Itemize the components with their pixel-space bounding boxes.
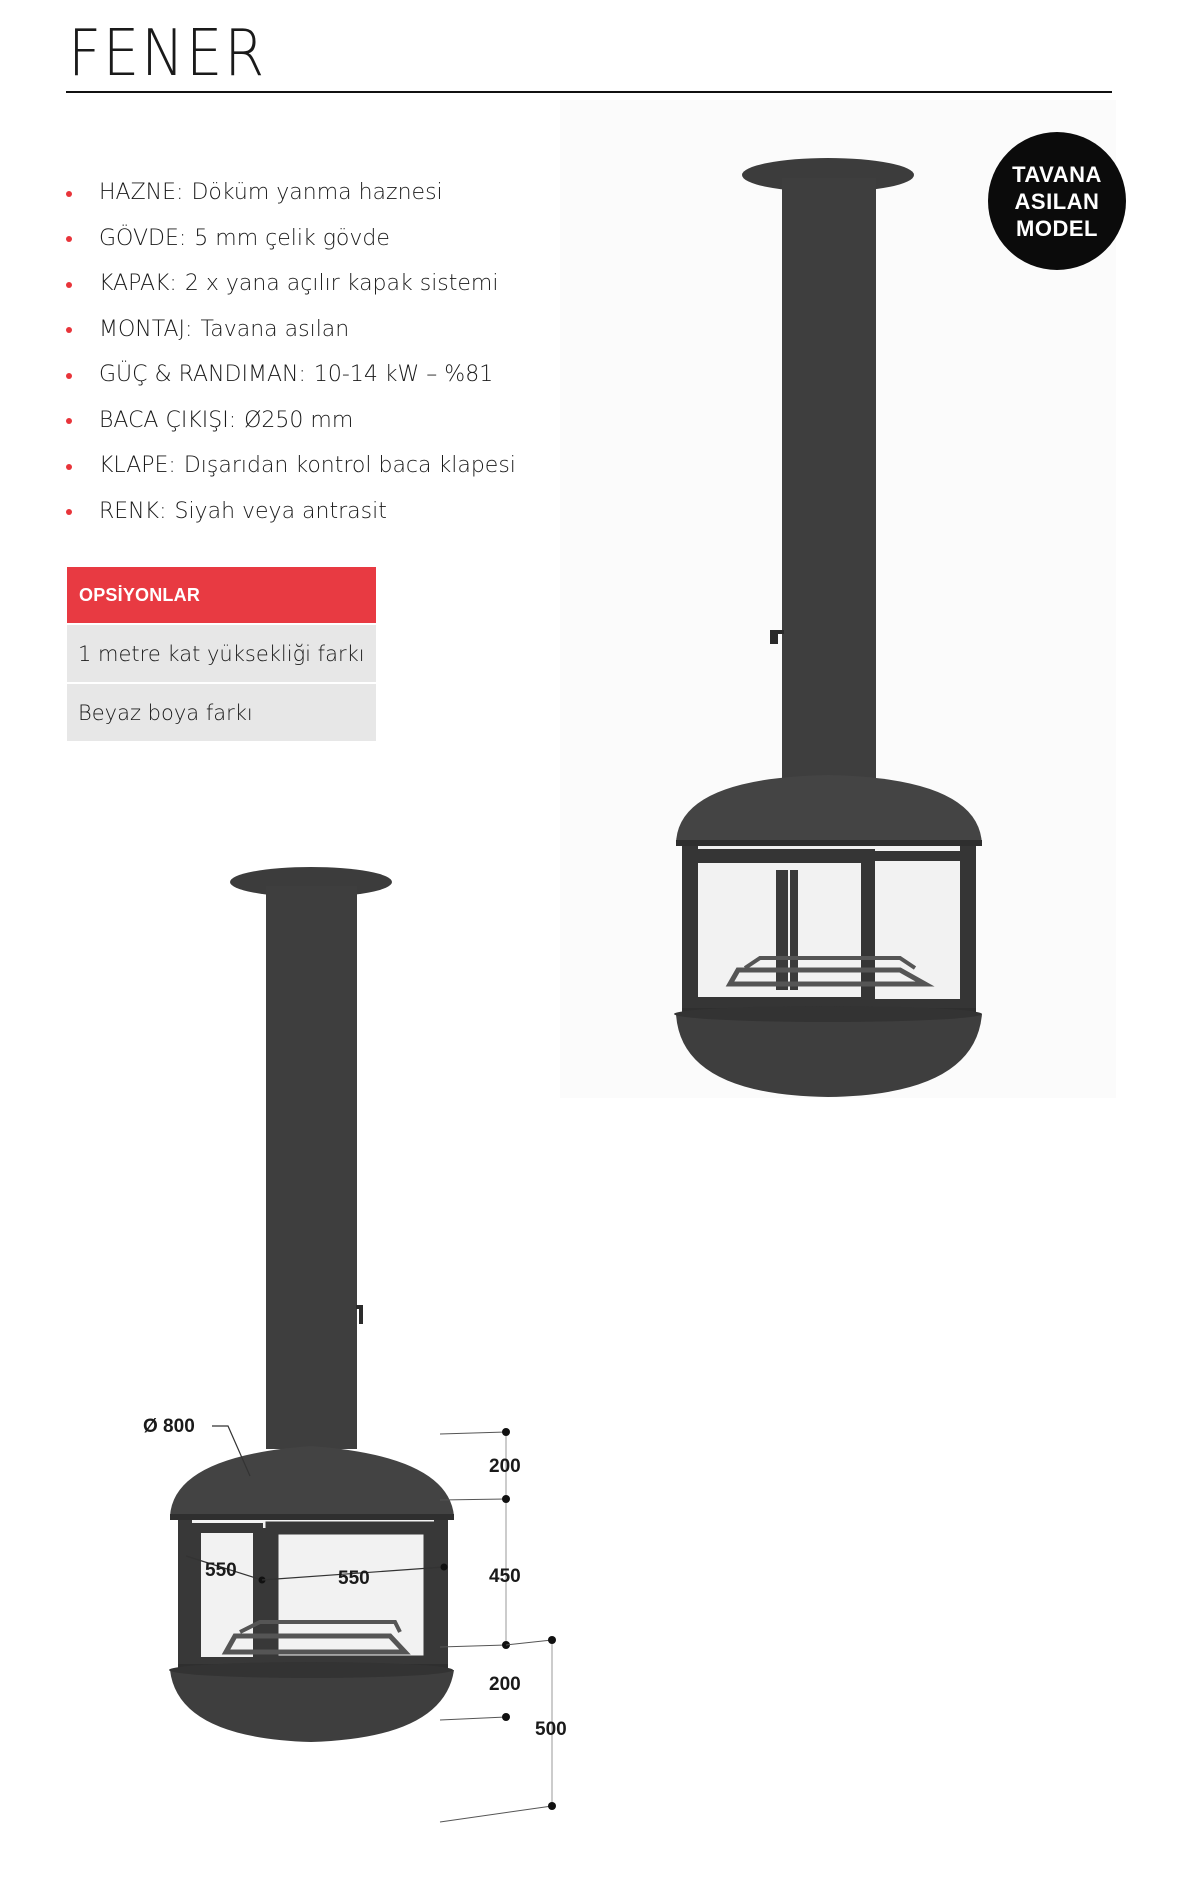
stove-photo	[674, 158, 982, 1097]
spec-value: Tavana asılan	[200, 316, 350, 342]
spec-value: 10-14 kW – %81	[313, 362, 494, 388]
spec-value: Döküm yanma haznesi	[191, 180, 443, 206]
spec-value: 2 x yana açılır kapak sistemi	[184, 271, 499, 297]
spec-label: GÜÇ & RANDIMAN:	[99, 362, 306, 388]
spec-label: GÖVDE:	[99, 225, 187, 251]
spec-label: BACA ÇIKIŞI:	[99, 407, 237, 433]
badge-line: MODEL	[1016, 215, 1098, 241]
options-header: OPSİYONLAR	[67, 567, 376, 623]
width-left-label: 550	[205, 1560, 237, 1581]
stove-technical-drawing	[143, 867, 567, 1822]
height-top-label: 200	[489, 1456, 521, 1477]
height-mid-label: 450	[489, 1566, 521, 1587]
spec-label: MONTAJ:	[99, 316, 193, 342]
spec-value: Dışarıdan kontrol baca klapesi	[183, 453, 516, 479]
spec-label: HAZNE:	[99, 180, 184, 206]
model-badge	[988, 132, 1126, 270]
height-total-label: 500	[535, 1719, 567, 1740]
spec-value: Siyah veya antrasit	[174, 498, 387, 524]
width-front-label: 550	[338, 1568, 370, 1589]
badge-line: ASILAN	[1014, 188, 1100, 214]
option-row: 1 metre kat yüksekliği farkı	[67, 623, 376, 682]
height-bottom-label: 200	[489, 1674, 521, 1695]
spec-value: 5 mm çelik gövde	[194, 225, 390, 251]
spec-label: RENK:	[99, 498, 167, 524]
spec-value: Ø250 mm	[244, 407, 354, 433]
page-title: FENER	[68, 17, 267, 91]
spec-label: KLAPE:	[99, 453, 176, 479]
badge-line: TAVANA	[1012, 161, 1102, 187]
spec-label: KAPAK:	[99, 271, 177, 297]
diameter-label: Ø 800	[143, 1416, 195, 1437]
option-row: Beyaz boya farkı	[67, 682, 376, 741]
